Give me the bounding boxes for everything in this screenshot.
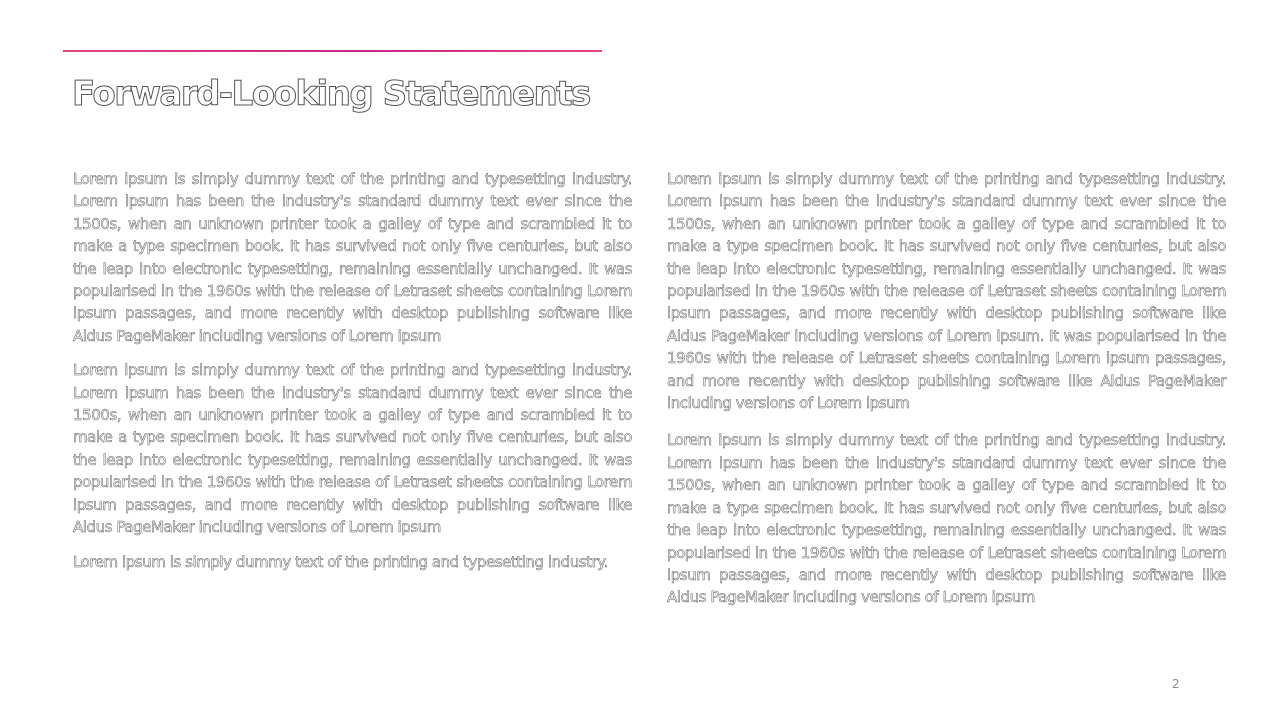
slide-title: Forward-Looking Statements (72, 74, 590, 114)
page-number: 2 (1172, 677, 1180, 691)
left-paragraph-2: Lorem ipsum is simply dummy text of the printing and typesetting industry. Lorem ipsum has been the industry's standard dummy text ever since the 1500s, when an unknown printer took a galley of type and scrambled it to make a type specimen book. It has survived not only five centuries, but also the leap into electronic typesetting, remaining essentially unchanged. It was popularised in the 1960s with the release of Letraset sheets containing Lorem ipsum passages, and more recently with desktop publishing software like Aldus PageMaker including versions of Lorem ipsum (73, 361, 632, 537)
right-paragraph-2: Lorem ipsum is simply dummy text of the printing and typesetting industry. Lorem ipsum has been the industry's standard dummy text ever since the 1500s, when an unknown printer took a galley of type and scrambled it to make a type specimen book. It has survived not only five centuries, but also the leap into electronic typesetting, remaining essentially unchanged. It was popularised in the 1960s with the release of Letraset sheets containing Lorem ipsum passages, and more recently with desktop publishing software like Aldus PageMaker including versions of Lorem ipsum (667, 431, 1226, 607)
right-text-column (667, 168, 1226, 624)
left-paragraph-1: Lorem ipsum is simply dummy text of the printing and typesetting industry. Lorem ipsum has been the industry's standard dummy text ever since the 1500s, when an unknown printer took a galley of type and scrambled it to make a type specimen book. It has survived not only five centuries, but also the leap into electronic typesetting, remaining essentially unchanged. It was popularised in the 1960s with the release of Letraset sheets containing Lorem ipsum passages, and more recently with desktop publishing software like Aldus PageMaker including versions of Lorem ipsum (73, 170, 632, 345)
title-accent-line (63, 50, 602, 52)
right-paragraph-1: Lorem ipsum is simply dummy text of the printing and typesetting industry. Lorem ipsum has been the industry's standard dummy text ever since the 1500s, when an unknown printer took a galley of type and scrambled it to make a type specimen book. It has survived not only five centuries, but also the leap into electronic typesetting, remaining essentially unchanged. It was popularised in the 1960s with the release of Letraset sheets containing Lorem ipsum passages, and more recently with desktop publishing software like Aldus PageMaker including versions of Lorem ipsum. It was popularised in the 1960s with the release of Letraset sheets containing Lorem ipsum passages, and more recently with desktop publishing software like Aldus PageMaker including versions of Lorem ipsum (667, 170, 1226, 413)
left-paragraph-3: Lorem ipsum is simply dummy text of the printing and typesetting industry. (73, 552, 608, 571)
left-text-column (73, 168, 632, 585)
